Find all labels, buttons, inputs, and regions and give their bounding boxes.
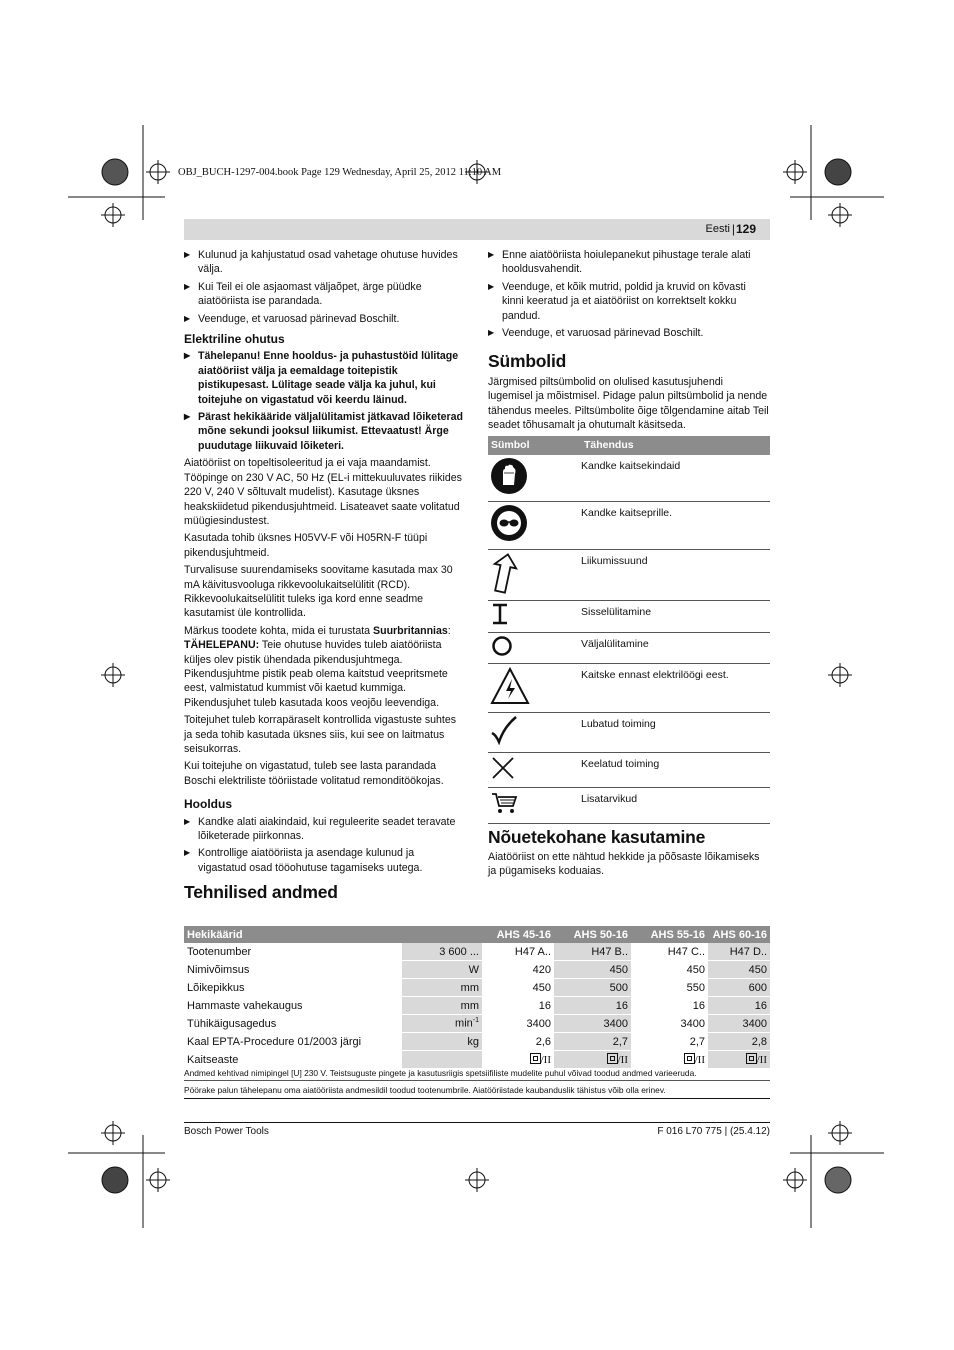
symbol-meaning: Kaitske ennast elektrilöögi eest. [581,663,770,712]
electric-shock-warning-icon [490,666,530,706]
symbol-meaning: Väljalülitamine [581,632,770,663]
paragraph-cables: Kasutada tohib üksnes H05VV-F või H05RN-F tüüpi pikendusjuhtmeid. [184,532,428,559]
bullet-item: ▶ Kontrollige aiatööriista ja asendage kulunud ja vigastatud osad tööohutuse tagamiseks uutega. [184,847,423,874]
cell-value: 450 [708,961,770,979]
symbol-meaning: Lubatud toiming [581,713,770,752]
symbol-row [488,549,770,600]
intended-use-heading: Nõuetekohane kasutamine [488,826,706,847]
cell-value: /II [554,1051,631,1069]
bullet-triangle-icon: ▶ [184,250,191,259]
paragraph-check: Toitejuhet tuleb korrapäraselt kontrollida vigastuste suhtes ja seda tohib kasutada üksnes siis, kui see on laitmatus seisukorras. [184,714,457,755]
row-unit: $\min^{-1}$ [402,1015,482,1033]
table-row [184,997,770,1015]
row-unit: 3 600 ... [402,943,482,961]
electrical-safety-heading: Elektriline ohutus [184,332,285,347]
table-row [184,1051,770,1069]
shopping-cart-icon [490,790,518,816]
bullet-item: ▶ Kulunud ja kahjustatud osad vahetage ohutuse huvides välja. [184,249,458,276]
cross-mark-icon [490,755,516,781]
power-on-icon [490,603,510,625]
row-unit: mm [402,979,482,997]
safety-goggles-icon [490,504,528,542]
double-insulation-icon [746,1053,757,1064]
cell-value: 420 [482,961,554,979]
cell-value: 2,8 [708,1033,770,1051]
cell-value: 16 [631,997,708,1015]
cell-value: H47 C.. [631,943,708,961]
row-label: Nimivõimsus [184,961,402,979]
cell-value: 450 [554,961,631,979]
symbol-row [488,601,770,632]
row-label: Kaal EPTA-Procedure 01/2003 järgi [184,1033,402,1051]
row-unit [402,1051,482,1069]
bullet-triangle-icon: ▶ [184,848,191,858]
cell-value: 3400 [554,1015,631,1033]
left-column [184,248,465,878]
cell-value: H47 D.. [708,943,770,961]
movement-arrow-icon [490,552,518,594]
row-label: Lõikepikkus [184,979,402,997]
divider [184,1098,770,1099]
table-row [184,1015,770,1033]
bullet-item: ▶ Kui Teil ei ole asjaomast väljaõpet, ärge püüdke aiatööriista ise parandada. [184,280,422,308]
symbols-heading: Sümbolid [488,351,567,372]
cell-value: 3400 [482,1015,554,1033]
bullet-triangle-icon: ▶ [184,351,191,361]
model-header: AHS 50-16 [554,926,631,943]
double-insulation-icon [684,1053,695,1064]
symbol-row [488,713,770,752]
check-mark-icon [490,715,518,745]
row-label: Kaitseaste [184,1051,402,1069]
row-label: Hammaste vahekaugus [184,997,402,1015]
symbol-row [488,632,770,663]
symbol-row [488,752,770,787]
symbols-table [488,436,770,823]
symbols-col-symbol: Sümbol [488,436,581,454]
symbol-meaning: Kandke kaitsekindaid [581,455,770,502]
cell-value: H47 B.. [554,943,631,961]
row-label: Tootenumber [184,943,402,961]
table-row [184,943,770,961]
cell-value: 2,7 [554,1033,631,1051]
symbols-col-meaning: Tähendus [581,436,770,454]
bullet-item: ▶ Kandke alati aiakindaid, kui reguleerite seadet teravate lõiketerade piirkonnas. [184,815,456,843]
bullet-triangle-icon: ▶ [184,412,191,422]
model-header: AHS 45-16 [482,926,554,943]
bullet-item: ▶ Veenduge, et varuosad pärinevad Boschilt. [488,327,704,340]
table-row [184,961,770,979]
page-number: 129 [735,222,756,236]
cell-value: 3400 [631,1015,708,1033]
footer-right: F 016 L70 775 | (25.4.12) [657,1126,770,1137]
symbol-row [488,663,770,712]
bullet-item: ▶ Veenduge, et varuosad pärinevad Boschilt. [184,312,400,325]
paragraph-insulation: Aiatööriist on topeltisoleeritud ja ei vaja maandamist. Tööpinge on 230 V AC, 50 Hz (EL-i mittekuuluvates riikides 220 V, 240 V sõltuvalt mudelist). Kasutage üksnes heakskiidetud pikendusjuhtmeid. Lisateavet saate volitatud müügiesindustest. [184,457,462,527]
row-unit: W [402,961,482,979]
bullet-item: ▶ Pärast hekikääride väljalülitamist jätkavad lõiketerad mõne sekundi jooksul liikumist. Ettevaatust! Ärge puudutage liikuvaid lõiketeri. [184,411,463,452]
cell-value: 16 [482,997,554,1015]
paragraph-uk-note: Märkus toodete kohta, mida ei turustata Suurbritannias: TÄHELEPANU: Teie ohutuse huvides tuleb aiatööriista küljes olev pistik ühendada pikendusjuhtmega. Pikendusjuhtme pistik peab olema kaitstud veepritsmete eest, valmistatud kummist või kaetud kummiga. Pikendusjuhet tuleb kasutada koos veojõu leevendiga. [184,624,451,709]
bullet-triangle-icon: ▶ [488,328,495,338]
bullet-triangle-icon: ▶ [488,281,495,291]
double-insulation-icon [530,1053,541,1064]
power-off-icon [490,635,514,657]
symbol-meaning: Sisselülitamine [581,601,770,632]
bullet-triangle-icon: ▶ [184,816,191,826]
footer-rule [184,1122,770,1123]
cell-value: /II [482,1051,554,1069]
header-language: Eesti [705,223,730,235]
divider [184,1080,770,1081]
bullet-item: ▶ Enne aiatööriista hoiulepanekut pihustage terale alati hooldusvahendit. [488,249,751,276]
gloves-icon [490,457,528,495]
bullet-triangle-icon: ▶ [488,250,495,259]
symbol-meaning: Lisatarvikud [581,788,770,823]
tech-data-heading: Tehnilised andmed [184,882,338,902]
cell-value: 16 [708,997,770,1015]
symbols-intro: Järgmised piltsümbolid on olulised kasutusjuhendi lugemisel ja mõistmisel. Pidage palun piltsümbolid ja nende tähendus meeles. Piltsümbolite õige tõlgendamine aitab Teil seadet tõhusamalt ja ohutumalt käsitseda. [488,375,769,432]
row-unit: mm [402,997,482,1015]
model-header: AHS 60-16 [708,926,770,943]
print-header: OBJ_BUCH-1297-004.book Page 129 Wednesday, April 25, 2012 11:10 AM [178,167,502,178]
cell-value: 2,7 [631,1033,708,1051]
bullet-triangle-icon: ▶ [184,313,191,323]
tech-header-label: Hekikäärid [184,926,402,943]
page-header-bar [184,219,770,240]
row-label: Tühikäigusagedus [184,1015,402,1033]
cell-value: 16 [554,997,631,1015]
symbol-row [488,788,770,823]
paragraph-repair: Kui toitejuhe on vigastatud, tuleb see lasta parandada Boschi elektriliste tööriistade volitatud remonditöökojas. [184,760,444,787]
bullet-item: ▶ Tähelepanu! Enne hooldus- ja puhastustöid lülitage aiatööriist välja ja eemaldage toitepistik pistikupesast. Lülitage seade välja ka juhul, kui toitejuhe on vigastatud või keerdu läinud. [184,350,459,406]
cell-value: 600 [708,979,770,997]
cell-value: 450 [631,961,708,979]
cell-value: 550 [631,979,708,997]
paragraph-rcd: Turvalisuse suurendamiseks soovitame kasutada max 30 mA käivitusvooluga rikkevoolukaitselülitit (RCD). Rikkevoolukaitselülitit tuleks iga kord enne seadme kasutamist üle kontrollida. [184,564,453,620]
double-insulation-icon [607,1053,618,1064]
cell-value: 500 [554,979,631,997]
table-row [184,1033,770,1051]
cell-value: /II [708,1051,770,1069]
symbol-meaning: Keelatud toiming [581,752,770,787]
row-unit: kg [402,1033,482,1051]
symbol-meaning: Kandke kaitseprille. [581,502,770,549]
right-column [488,248,769,882]
header-separator: | [731,222,735,236]
tech-note-voltage: Andmed kehtivad nimipingel [U] 230 V. Teistsuguste pingete ja kasutusriigis spetsiifiliste mudelite puhul võivad toodud andmed varieeruda. [184,1068,697,1078]
bullet-item: ▶ Veenduge, et kõik mutrid, poldid ja kruvid on kõvasti kinni keeratud ja et aiatööriist on korrektselt kokku pandud. [488,280,746,322]
model-header: AHS 55-16 [631,926,708,943]
cell-value: 3400 [708,1015,770,1033]
cell-value: 2,6 [482,1033,554,1051]
maintenance-heading: Hooldus [184,797,232,812]
cell-value: 450 [482,979,554,997]
table-row [184,979,770,997]
symbol-row [488,502,770,549]
cell-value: /II [631,1051,708,1069]
cell-value: H47 A.. [482,943,554,961]
tech-note-article-number: Pöörake palun tähelepanu oma aiatööriista andmesildil toodud tootenumbrile. Aiatööriistade kaubanduslik tähistus võib olla erinev. [184,1085,666,1095]
intended-use-text: Aiatööriist on ette nähtud hekkide ja põõsaste lõikamiseks ja pügamiseks koduaias. [488,850,760,878]
footer-left: Bosch Power Tools [184,1126,269,1137]
bullet-triangle-icon: ▶ [184,281,191,291]
symbol-meaning: Liikumissuund [581,549,770,600]
symbol-row [488,455,770,502]
tech-data-table [184,926,770,1069]
